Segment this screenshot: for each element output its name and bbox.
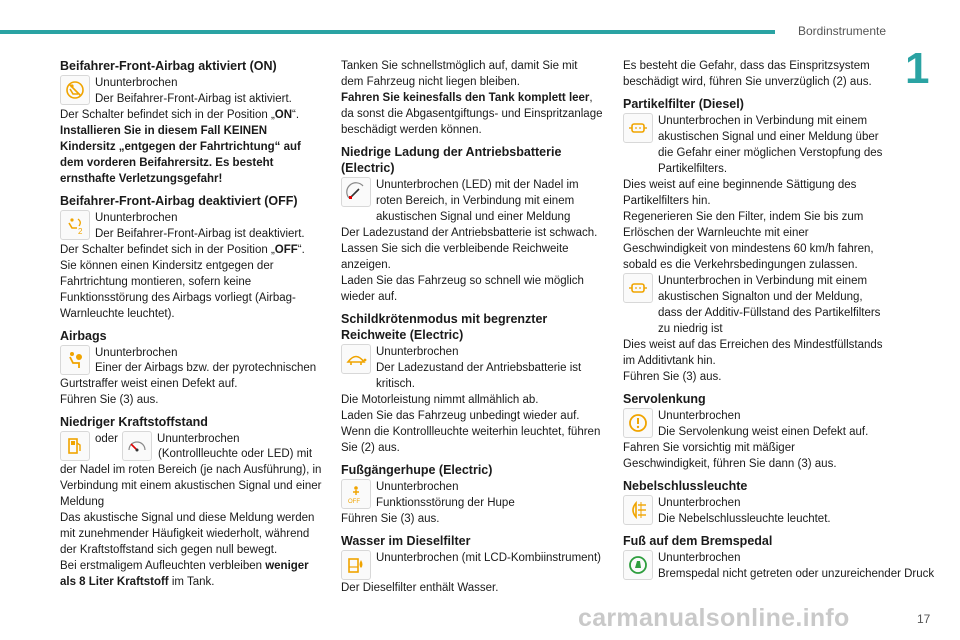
svg-text:OFF: OFF bbox=[348, 499, 360, 505]
mode-text: Ununterbrochen bbox=[658, 497, 741, 509]
desc-text: Bremspedal nicht getreten oder unzureichender Druck bbox=[658, 568, 935, 580]
svg-text:2: 2 bbox=[78, 227, 83, 236]
particle-filter-icon bbox=[623, 113, 653, 143]
water-in-diesel-icon bbox=[341, 550, 371, 580]
paragraph: Fahren Sie keinesfalls den Tank komplett leer, da sonst die Abgasentgiftungs- und Einspritzanlage beschädigt werden können. bbox=[341, 92, 603, 136]
desc-text: Einer der Airbags bzw. der pyrotechnischen Gurtstraffer weist einen Defekt auf. bbox=[60, 362, 317, 390]
airbag-icon bbox=[60, 345, 90, 375]
paragraph: Tanken Sie schnellstmöglich auf, damit Sie mit dem Fahrzeug nicht liegen bleiben. bbox=[341, 60, 578, 88]
heading-airbag-on: Beifahrer-Front-Airbag aktiviert (ON) bbox=[60, 59, 277, 73]
turtle-icon bbox=[341, 344, 371, 374]
mode-text: Ununterbrochen in Verbindung mit einem akustischen Signalton und der Meldung, dass der Additiv-Füllstand des Partikelfilters zu niedrig ist bbox=[658, 275, 881, 335]
heading-particle-filter: Partikelfilter (Diesel) bbox=[623, 97, 744, 111]
heading-water: Wasser im Dieselfilter bbox=[341, 534, 471, 548]
desc-text: Der Beifahrer-Front-Airbag ist deaktiviert. bbox=[95, 228, 305, 240]
fuel-gauge-icon bbox=[122, 431, 152, 461]
desc-text: Funktionsstörung der Hupe bbox=[376, 497, 515, 509]
action-text: Führen Sie (3) aus. bbox=[623, 371, 722, 383]
desc-text: (Kontrollleuchte oder LED) mit der Nadel im roten Bereich (je nach Ausführung), in Verbindung mit einem akustischen Signal und einer Meldung bbox=[60, 448, 322, 508]
passenger-airbag-off-icon bbox=[60, 210, 90, 240]
indicator-row bbox=[623, 273, 885, 337]
pedestrian-horn-off-icon bbox=[341, 479, 371, 509]
mode-text: Ununterbrochen bbox=[95, 347, 178, 359]
desc-text: Der Dieselfilter enthält Wasser. bbox=[341, 582, 499, 594]
fuel-pump-icon bbox=[60, 431, 90, 461]
indicator-row bbox=[341, 550, 603, 580]
paragraph: Dies weist auf das Erreichen des Mindestfüllstands im Additivtank hin. bbox=[623, 339, 883, 367]
column-1 bbox=[60, 56, 322, 590]
action-text: Führen Sie (3) aus. bbox=[341, 513, 440, 525]
heading-turtle: Schildkrötenmodus mit begrenzter Reichweite (Electric) bbox=[341, 312, 548, 342]
mode-text: Ununterbrochen bbox=[658, 552, 741, 564]
mode-text: Ununterbrochen (mit LCD-Kombiinstrument) bbox=[376, 552, 601, 564]
oder-text: oder bbox=[95, 433, 119, 445]
mode-text: Ununterbrochen bbox=[658, 410, 741, 422]
indicator-row bbox=[60, 210, 322, 242]
indicator-row bbox=[341, 479, 603, 511]
paragraph: Der Ladezustand der Antriebsbatterie ist schwach. bbox=[341, 227, 598, 239]
paragraph: Der Schalter befindet sich in der Position „OFF“. bbox=[60, 244, 305, 256]
section-title: Bordinstrumente bbox=[797, 24, 886, 38]
particle-filter-icon bbox=[623, 273, 653, 303]
heading-airbags: Airbags bbox=[60, 329, 107, 343]
heading-fog-lamp: Nebelschlussleuchte bbox=[623, 479, 748, 493]
paragraph: Wenn die Kontrollleuchte weiterhin leuchtet, führen Sie (2) aus. bbox=[341, 426, 601, 454]
mode-text: Ununterbrochen bbox=[157, 433, 240, 445]
paragraph: Es besteht die Gefahr, dass das Einspritzsystem beschädigt wird, führen Sie unverzüglich (2) aus. bbox=[623, 60, 872, 88]
heading-horn: Fußgängerhupe (Electric) bbox=[341, 463, 493, 477]
paragraph: Lassen Sie sich die verbleibende Reichweite anzeigen. bbox=[341, 243, 569, 271]
chapter-number: 1 bbox=[905, 44, 930, 93]
watermark: carmanualsonline.info bbox=[578, 604, 850, 632]
paragraph: Sie können einen Kindersitz entgegen der Fahrtrichtung montieren, sofern keine Funktionsstörung des Airbags vorliegt (Airbag-Warnleuchte leuchtet). bbox=[60, 260, 296, 320]
column-2 bbox=[341, 56, 603, 596]
mode-text: Ununterbrochen bbox=[376, 346, 459, 358]
mode-text: Ununterbrochen bbox=[376, 481, 459, 493]
mode-text: Ununterbrochen (LED) mit der Nadel im roten Bereich, in Verbindung mit einem akustischen Signal und einer Meldung bbox=[376, 179, 579, 223]
desc-text: Die Servolenkung weist einen Defekt auf. bbox=[658, 426, 869, 438]
heading-fuel: Niedriger Kraftstoffstand bbox=[60, 415, 208, 429]
paragraph: Das akustische Signal und diese Meldung werden mit zunehmender Häufigkeit wiederholt, während der Kraftstoffstand sich gegen null bewegt. bbox=[60, 512, 315, 556]
paragraph: Laden Sie das Fahrzeug unbedingt wieder auf. bbox=[341, 410, 580, 422]
battery-gauge-icon bbox=[341, 177, 371, 207]
desc-text: Der Beifahrer-Front-Airbag ist aktiviert. bbox=[95, 93, 292, 105]
indicator-row bbox=[623, 113, 885, 177]
heading-steering: Servolenkung bbox=[623, 392, 706, 406]
paragraph: Die Motorleistung nimmt allmählich ab. bbox=[341, 394, 539, 406]
foot-on-brake-icon bbox=[623, 550, 653, 580]
indicator-row bbox=[60, 75, 322, 107]
mode-text: Ununterbrochen in Verbindung mit einem akustischen Signal und einer Meldung über die Gefahr einer möglichen Verstopfung des Partikelfilters. bbox=[658, 115, 883, 175]
passenger-airbag-on-icon bbox=[60, 75, 90, 105]
steering-warning-icon bbox=[623, 408, 653, 438]
column-3 bbox=[623, 56, 935, 582]
header-accent-bar bbox=[0, 30, 775, 34]
indicator-row bbox=[623, 495, 885, 527]
indicator-row bbox=[623, 550, 935, 582]
mode-text: Ununterbrochen bbox=[95, 77, 178, 89]
warning-text: Installieren Sie in diesem Fall KEINEN Kindersitz „entgegen der Fahrtrichtung“ auf dem vorderen Beifahrersitz. Es besteht ernsthafte Verletzungsgefahr! bbox=[60, 125, 301, 185]
desc-text: Die Nebelschlussleuchte leuchtet. bbox=[658, 513, 831, 525]
indicator-row bbox=[623, 408, 885, 440]
indicator-row bbox=[341, 344, 603, 392]
paragraph: Dies weist auf eine beginnende Sättigung des Partikelfilters hin. bbox=[623, 179, 857, 207]
indicator-row bbox=[341, 177, 603, 225]
page-number: 17 bbox=[917, 612, 931, 626]
paragraph: Fahren Sie vorsichtig mit mäßiger Geschwindigkeit, führen Sie dann (3) aus. bbox=[623, 442, 837, 470]
paragraph: Der Schalter befindet sich in der Position „ON“. bbox=[60, 109, 300, 121]
heading-battery: Niedrige Ladung der Antriebsbatterie (Electric) bbox=[341, 145, 562, 175]
paragraph: Regenerieren Sie den Filter, indem Sie bis zum Erlöschen der Warnleuchte mit einer Geschwindigkeit von mindestens 60 km/h fahren, sobald es die Verkehrsbedingungen zulassen. bbox=[623, 211, 874, 271]
heading-airbag-off: Beifahrer-Front-Airbag deaktiviert (OFF) bbox=[60, 194, 298, 208]
action-text: Führen Sie (3) aus. bbox=[60, 394, 159, 406]
rear-fog-lamp-icon bbox=[623, 495, 653, 525]
mode-text: Ununterbrochen bbox=[95, 212, 178, 224]
heading-brake: Fuß auf dem Bremspedal bbox=[623, 534, 773, 548]
paragraph: Bei erstmaligem Aufleuchten verbleiben weniger als 8 Liter Kraftstoff im Tank. bbox=[60, 560, 309, 588]
desc-text: Der Ladezustand der Antriebsbatterie ist kritisch. bbox=[376, 362, 582, 390]
paragraph: Laden Sie das Fahrzeug so schnell wie möglich wieder auf. bbox=[341, 275, 584, 303]
